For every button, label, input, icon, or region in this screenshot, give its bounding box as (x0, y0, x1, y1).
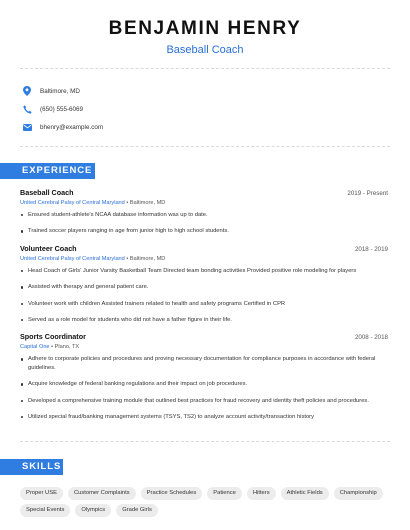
contact-divider (20, 146, 390, 147)
job-employer: Capital One • Plano, TX (20, 344, 80, 351)
skill-chip: Olympics (75, 504, 111, 517)
job-title: Sports Coordinator (20, 332, 86, 342)
job-bullet: Adhere to corporate policies and procedures and proving necessary documentation for compliance purposes in accordance with federal guidelines. (20, 355, 388, 372)
contact-email-text[interactable]: bhenry@example.com (40, 123, 104, 131)
job-entry (20, 188, 388, 236)
job-title: Volunteer Coach (20, 243, 77, 253)
job-company: United Cerebral Palsy of Central Maryland (20, 255, 125, 262)
contact-email[interactable] (22, 118, 103, 136)
contact-list (22, 82, 103, 136)
job-bullet: Volunteer work with children Assisted trainers related to health and safety programs Certified in CPR (20, 300, 388, 308)
skill-chip: Athletic Fields (281, 487, 329, 500)
skill-chip: Championship (334, 487, 383, 500)
job-location: Baltimore, MD (129, 200, 166, 206)
skill-chip: Practice Schedules (141, 487, 203, 500)
candidate-name: BENJAMIN HENRY (108, 18, 302, 39)
phone-icon (22, 104, 32, 114)
location-pin-icon (22, 86, 32, 96)
section-heading-experience: EXPERIENCE (0, 163, 95, 179)
job-location: Plano, TX (54, 344, 80, 351)
job-bullet: Acquire knowledge of federal banking regulations and their impact on job procedures. (20, 380, 388, 388)
job-dates: 2018 - 2019 (354, 245, 388, 253)
skill-chip: Special Events (20, 504, 70, 517)
skill-chip: Patience (207, 487, 242, 500)
email-icon (22, 122, 32, 132)
contact-location (22, 82, 103, 100)
job-title: Baseball Coach (20, 188, 74, 197)
contact-phone-text[interactable]: (650) 555-6069 (40, 105, 84, 113)
skill-chip: Customer Complaints (68, 487, 136, 500)
job-company: Capital One (20, 344, 50, 351)
resume-header (0, 0, 410, 57)
job-bullet: Developed a comprehensive training module that outlined best practices for fraud recovery and identity theft policies and procedures. (20, 397, 388, 405)
job-bullet: Trained soccer players ranging in age from junior high to high school students. (20, 227, 388, 235)
job-dates: 2008 - 2018 (354, 334, 388, 342)
skill-chip: Proper USE (20, 487, 63, 500)
job-employer: United Cerebral Palsy of Central Maryland • Baltimore, MD (20, 255, 166, 262)
job-bullet: Ensured student-athlete's NCAA database information was up to date. (20, 211, 388, 219)
header-divider (20, 68, 390, 69)
candidate-role: Baseball Coach (166, 44, 244, 56)
job-bullets (20, 267, 388, 325)
job-bullets (20, 355, 388, 421)
job-bullets (20, 211, 388, 236)
job-bullet: Utilized special fraud/banking management systems (TSYS, TS2) to analyze account activity/transaction history (20, 413, 388, 421)
section-heading-skills: SKILLS (0, 459, 63, 475)
job-employer: United Cerebral Palsy of Central Maryland • Baltimore, MD (20, 200, 166, 206)
job-company: United Cerebral Palsy of Central Maryland (20, 200, 125, 206)
contact-location-text: Baltimore, MD (40, 87, 80, 95)
job-entry (20, 332, 388, 421)
skill-chip: Grade Girls (116, 504, 158, 517)
job-location: Baltimore, MD (129, 255, 166, 262)
contact-phone[interactable] (22, 100, 103, 118)
job-entry (20, 244, 388, 325)
experience-section (20, 188, 388, 429)
job-bullet: Served as a role model for students who did not have a father figure in their life. (20, 316, 388, 324)
job-bullet: Assisted with therapy and general patient care. (20, 283, 388, 291)
job-dates: 2019 - Present (347, 190, 388, 197)
experience-divider (20, 441, 390, 442)
skills-list (20, 487, 390, 521)
skill-chip: Hitters (247, 487, 276, 500)
job-bullet: Head Coach of Girls' Junior Varsity Basketball Team Directed team bonding activities Provided positive role modeling for players (20, 267, 388, 275)
